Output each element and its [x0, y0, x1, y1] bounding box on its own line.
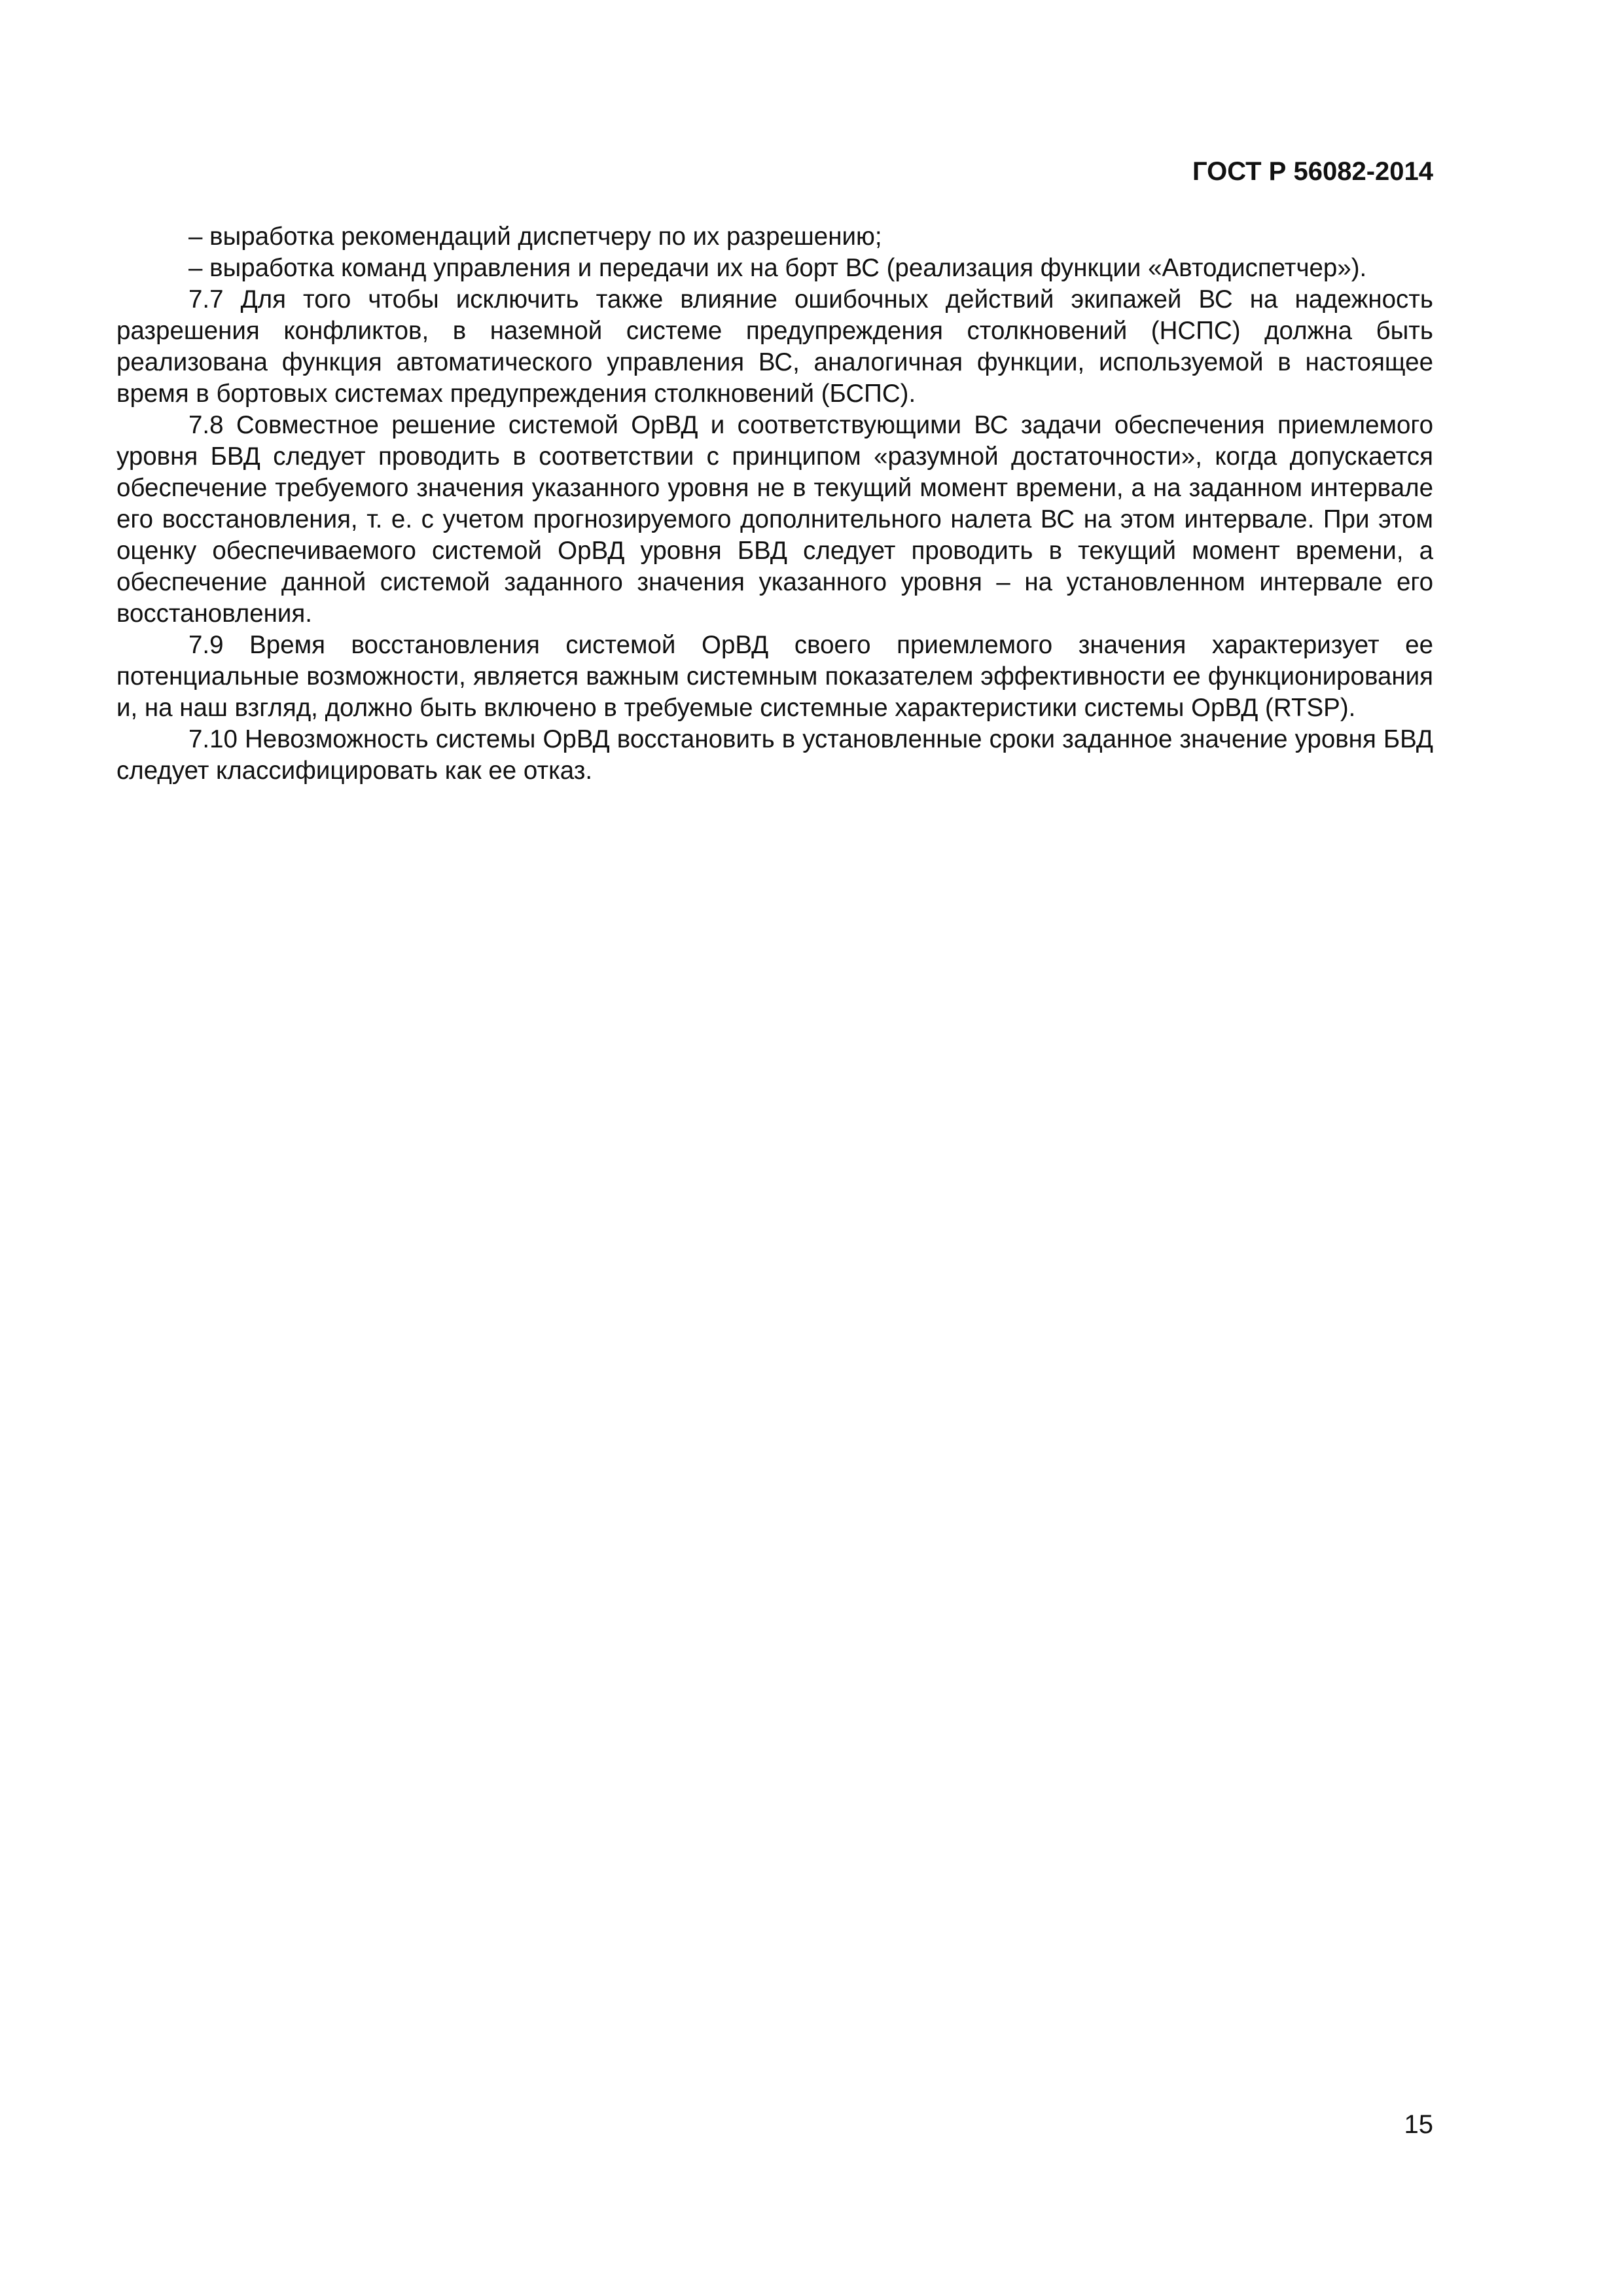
- document-header: ГОСТ Р 56082-2014: [1192, 157, 1433, 186]
- list-item-control-commands: – выработка команд управления и передачи их на борт ВС (реализация функции «Автодиспетчер»).: [188, 254, 1367, 282]
- page-number: 15: [1404, 2110, 1433, 2139]
- paragraph-7-7: 7.7 Для того чтобы исключить также влияние ошибочных действий экипажей ВС на надежность разрешения конфликтов, в наземной системе предупреждения столкновений (НСПС) должна быть реализована функция автоматического управления ВС, аналогичная функции, используемой в настоящее время в бортовых системах предупреждения столкновений (БСПС).: [116, 285, 1433, 408]
- document-body: [116, 221, 1433, 787]
- paragraph-7-10: 7.10 Невозможность системы ОрВД восстановить в установленные сроки заданное значение уровня БВД следует классифицировать как ее отказ.: [116, 725, 1433, 785]
- list-item-recommendations: – выработка рекомендаций диспетчеру по их разрешению;: [188, 223, 882, 251]
- paragraph-7-8: 7.8 Совместное решение системой ОрВД и соответствующими ВС задачи обеспечения приемлемого уровня БВД следует проводить в соответствии с принципом «разумной достаточности», когда допускается обеспечение требуемого значения указанного уровня не в текущий момент времени, а на заданном интервале его восстановления, т. е. с учетом прогнозируемого дополнительного налета ВС на этом интервале. При этом оценку обеспечиваемого системой ОрВД уровня БВД следует проводить в текущий момент времени, а обеспечение данной системой заданного значения указанного уровня – на установленном интервале его восстановления.: [116, 411, 1433, 628]
- paragraph-7-9: 7.9 Время восстановления системой ОрВД своего приемлемого значения характеризует ее потенциальные возможности, является важным системным показателем эффективности ее функционирования и, на наш взгляд, должно быть включено в требуемые системные характеристики системы ОрВД (RTSP).: [116, 631, 1433, 722]
